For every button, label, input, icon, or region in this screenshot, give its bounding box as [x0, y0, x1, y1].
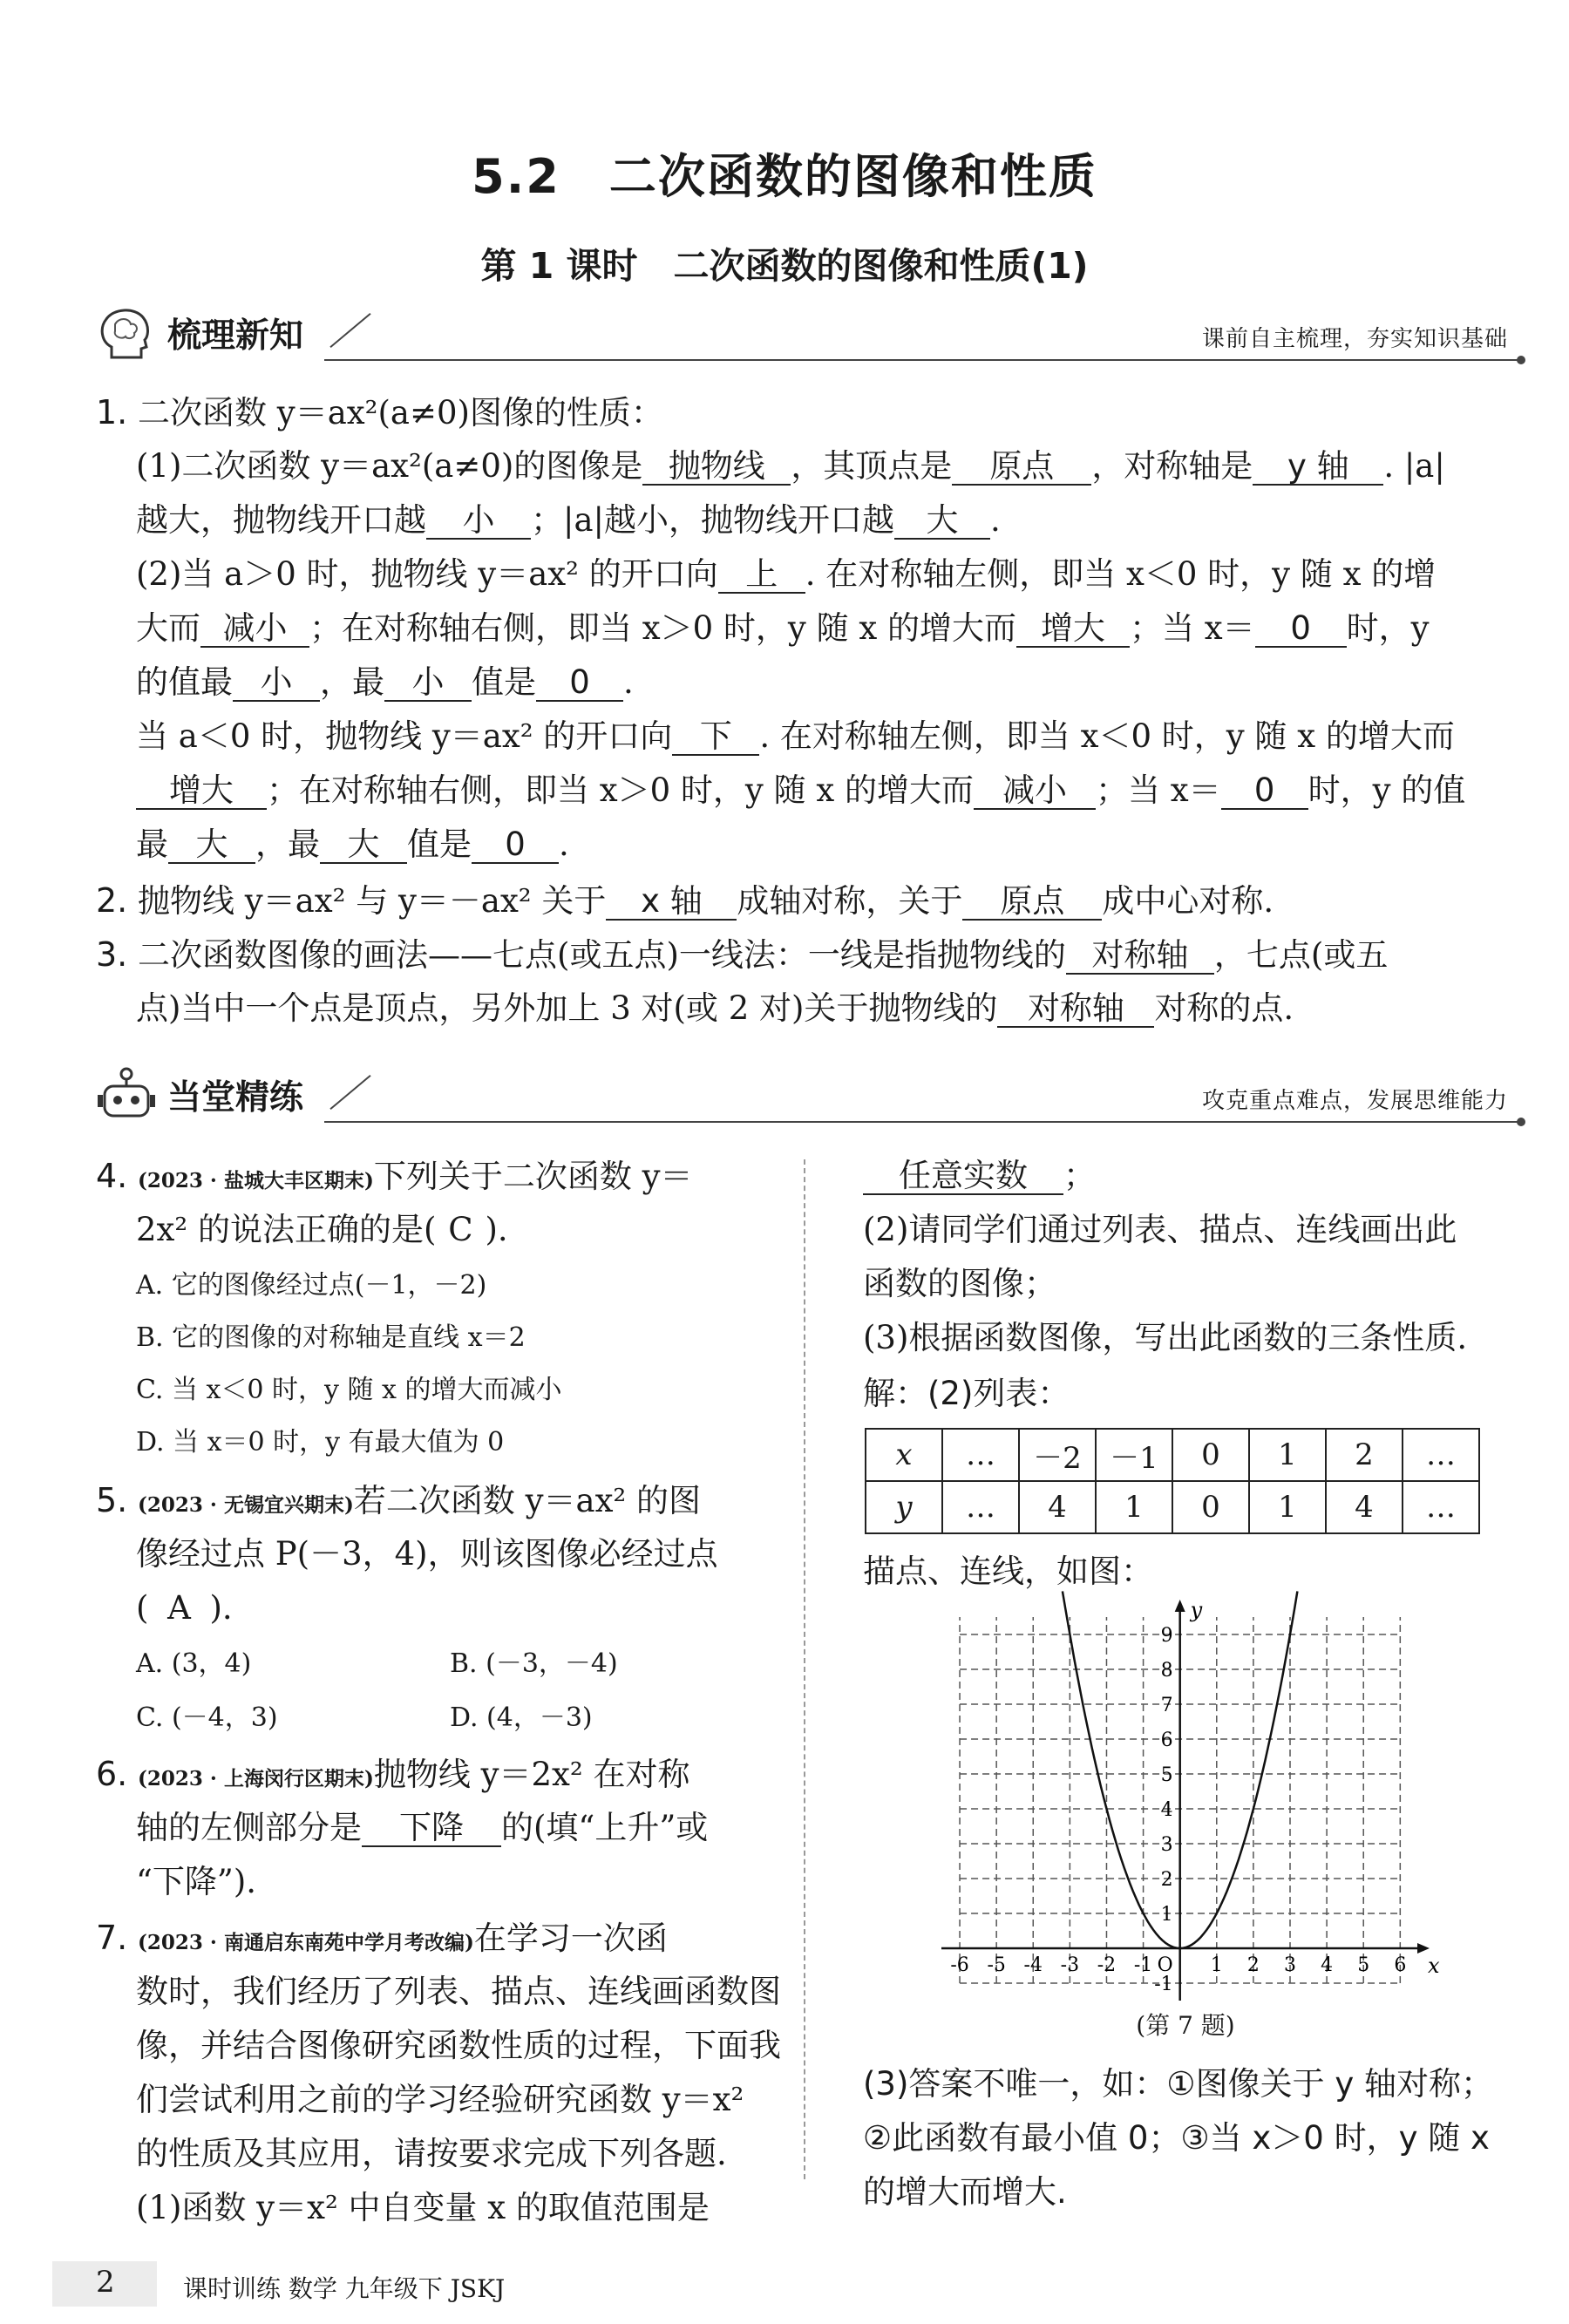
q1-line-6: [136, 718, 1455, 756]
text: 最: [136, 826, 168, 863]
answer-blank: 0: [472, 827, 559, 864]
x-tick-label: -5: [987, 1954, 1006, 1976]
q7-answer3-line-1: (3)答案不唯一，如：①图像关于 y 轴对称；: [863, 2065, 1493, 2103]
text: .: [990, 501, 1001, 539]
answer-blank: 大: [168, 827, 255, 864]
y-axis-arrow: [1175, 1600, 1185, 1612]
q5-option-b: B. (－3，－4): [450, 1648, 618, 1679]
text: 值是: [472, 663, 536, 701]
q6-source: (2023 · 上海闵行区期末): [138, 1767, 374, 1791]
q7-right-line-2: (2)请同学们通过列表、描点、连线画出此: [863, 1211, 1457, 1248]
answer-blank: 小: [233, 665, 320, 702]
section1-header: [96, 303, 1525, 364]
text: ).: [209, 1589, 233, 1627]
q7-line-5: 的性质及其应用，请按要求完成下列各题.: [136, 2135, 727, 2172]
q1-stem-text: 二次函数 y＝ax²(a≠0)图像的性质：: [138, 394, 663, 432]
answer-blank: 对称轴: [1066, 938, 1214, 975]
text: .: [623, 663, 634, 701]
table-cell: …: [1403, 1481, 1479, 1533]
answer-blank: 大: [320, 827, 407, 864]
answer-blank: 上: [718, 557, 805, 594]
q7-solution-head: 解：(2)列表：: [863, 1375, 1070, 1412]
y-tick-label: 7: [1160, 1695, 1173, 1716]
x-axis-arrow: [1417, 1943, 1430, 1954]
text: ；在对称轴右侧，即当 x＞0 时，y 随 x 的增大而: [267, 771, 974, 809]
q2: [96, 882, 1274, 921]
q7-line-2: 数时，我们经历了列表、描点、连线画函数图: [136, 1973, 781, 2010]
q7-stem: [96, 1920, 668, 1961]
q3-number: 3.: [96, 935, 128, 974]
text: 若二次函数 y＝ax² 的图: [353, 1482, 702, 1519]
section2-heading: 当堂精练: [167, 1078, 304, 1118]
section1-heading: 梳理新知: [167, 316, 304, 356]
answer-blank: 减小: [200, 611, 309, 648]
q6-stem: [96, 1756, 690, 1797]
lesson-title: 第 1 课时 二次函数的图像和性质(1): [480, 245, 1089, 287]
x-tick-label: 3: [1284, 1954, 1296, 1976]
answer-blank: 0: [1221, 773, 1308, 810]
answer-blank: 大: [894, 503, 990, 540]
q1-line-2: [136, 502, 1001, 540]
q5-answer: A: [167, 1589, 191, 1627]
table-cell: 0: [1172, 1481, 1249, 1533]
text: 对称的点.: [1154, 989, 1294, 1027]
text: ；|a|越小，抛物线开口越: [531, 501, 894, 539]
table-cell: …: [942, 1481, 1019, 1533]
table-row-y: [866, 1481, 1479, 1533]
slash-decor: [329, 1075, 370, 1110]
x-tick-label: -4: [1023, 1954, 1043, 1976]
x-tick-label: 1: [1210, 1954, 1223, 1976]
y-tick-label: 9: [1160, 1625, 1173, 1647]
q1-stem: [96, 394, 663, 432]
q2-number: 2.: [96, 881, 128, 920]
x-tick-label: -6: [950, 1954, 969, 1976]
x-tick-label: -3: [1060, 1954, 1080, 1976]
value-table: [865, 1428, 1480, 1534]
origin-label: O: [1157, 1954, 1173, 1976]
text: ，最: [320, 663, 384, 701]
q5-option-d: D. (4，－3): [450, 1702, 593, 1733]
section1-tagline: 课前自主梳理，夯实知识基础: [1201, 326, 1508, 352]
text: . 在对称轴左侧，即当 x＜0 时，y 随 x 的增大而: [759, 717, 1455, 755]
text: ；当 x＝: [1129, 609, 1255, 647]
q1-line-5: [136, 664, 634, 702]
text: 点)当中一个点是顶点，另外加上 3 对(或 2 对)关于抛物线的: [136, 989, 998, 1027]
q4-option-b: B. 它的图像的对称轴是直线 x＝2: [136, 1322, 526, 1353]
q5-stem: [96, 1482, 701, 1524]
table-cell: 1: [1249, 1481, 1326, 1533]
table-row-x: [866, 1429, 1479, 1481]
text: ，七点(或五: [1213, 936, 1389, 974]
text: 时，y 的值: [1308, 771, 1466, 809]
answer-blank: 抛物线: [642, 449, 791, 486]
y-tick-label: 3: [1160, 1834, 1173, 1856]
q7-plot-text: 描点、连线，如图：: [863, 1553, 1153, 1590]
text: ；: [1063, 1157, 1096, 1194]
answer-blank: 下: [672, 719, 759, 756]
y-axis-label: y: [1190, 1598, 1203, 1622]
answer-blank: 减小: [974, 773, 1096, 810]
q1-line-4: [136, 610, 1430, 648]
q1-line-8: [136, 826, 569, 864]
text: (: [136, 1589, 149, 1627]
q5-number: 5.: [96, 1481, 128, 1519]
text: .: [559, 826, 569, 863]
q5-option-a: A. (3，4): [136, 1648, 252, 1679]
y-tick-label: 2: [1160, 1869, 1173, 1891]
x-tick-label: -1: [1133, 1954, 1153, 1976]
table-cell: 0: [1172, 1429, 1249, 1481]
q1-line-7: [136, 772, 1465, 810]
q4-option-a: A. 它的图像经过点(－1，－2): [136, 1270, 487, 1301]
text: 越大，抛物线开口越: [136, 501, 426, 539]
text: ；在对称轴右侧，即当 x＞0 时，y 随 x 的增大而: [309, 609, 1016, 647]
table-cell: 4: [1019, 1481, 1096, 1533]
text: ；当 x＝: [1095, 771, 1221, 809]
answer-blank: 下降: [362, 1811, 501, 1847]
q7-answer3-line-2: ②此函数有最小值 0；③当 x＞0 时，y 随 x: [863, 2119, 1490, 2157]
q5-source: (2023 · 无锡宜兴期末): [138, 1493, 354, 1517]
answer-blank: 增大: [1016, 611, 1130, 648]
q4-stem: [96, 1158, 693, 1199]
q3: [96, 936, 1388, 975]
text: . |a|: [1383, 447, 1445, 485]
divider-dot: [1517, 356, 1525, 364]
text: 二次函数图像的画法——七点(或五点)一线法：一线是指抛物线的: [138, 936, 1066, 974]
q7-right-line-1: [863, 1158, 1096, 1195]
q7-answer3-line-3: 的增大而增大.: [863, 2173, 1067, 2211]
x-tick-label: 5: [1357, 1954, 1370, 1976]
y-tick-label: 5: [1160, 1764, 1173, 1786]
y-tick-label: 1: [1160, 1904, 1173, 1926]
text: ，对称轴是: [1091, 447, 1253, 485]
text: 成中心对称.: [1102, 882, 1274, 920]
table-cell: 2: [1326, 1429, 1403, 1481]
q6-stem-2: [136, 1810, 708, 1847]
q7-source: (2023 · 南通启东南苑中学月考改编): [138, 1931, 474, 1954]
answer-blank: y 轴: [1253, 449, 1383, 486]
y-tick-label: 4: [1160, 1799, 1173, 1821]
y-tick-label: 8: [1160, 1660, 1173, 1682]
text: ，最: [255, 826, 320, 863]
table-cell: 1: [1249, 1429, 1326, 1481]
q3-line-2: [136, 990, 1294, 1028]
q7-right-line-3: 函数的图像；: [863, 1265, 1056, 1302]
text: (1)二次函数 y＝ax²(a≠0)的图像是: [136, 447, 643, 485]
text: ).: [485, 1211, 508, 1248]
x-tick-label: 2: [1246, 1954, 1260, 1976]
q4-option-c: C. 当 x＜0 时，y 随 x 的增大而减小: [136, 1375, 562, 1405]
q5-stem-3: [136, 1590, 233, 1627]
figure-caption: (第 7 题): [1136, 2011, 1235, 2040]
section2-header: [96, 1065, 1525, 1126]
q7-line-6: (1)函数 y＝x² 中自变量 x 的取值范围是: [136, 2189, 710, 2226]
q1-line-3: [136, 556, 1436, 594]
text: 2x² 的说法正确的是(: [136, 1211, 437, 1248]
q7-line-3: 像，并结合图像研究函数性质的过程，下面我: [136, 2027, 781, 2064]
q7-number: 7.: [96, 1919, 128, 1957]
answer-blank: 0: [1255, 611, 1347, 648]
answer-blank: x 轴: [606, 884, 737, 921]
table-cell: 4: [1326, 1481, 1403, 1533]
divider-dot: [1517, 1118, 1525, 1126]
divider: [324, 1121, 1518, 1123]
x-tick-label: 4: [1321, 1954, 1334, 1976]
answer-blank: 增大: [136, 773, 267, 810]
y-tick-label: -1: [1154, 1974, 1173, 1995]
robot-icon: [96, 1065, 157, 1123]
q1-line-1: [136, 448, 1445, 486]
text: 值是: [407, 826, 472, 863]
table-cell: …: [942, 1429, 1019, 1481]
q6-number: 6.: [96, 1755, 128, 1793]
table-cell: …: [1403, 1429, 1479, 1481]
table-cell: －1: [1096, 1429, 1172, 1481]
x-tick-label: 6: [1394, 1954, 1407, 1976]
answer-blank: 原点: [952, 449, 1091, 486]
table-cell: y: [866, 1481, 942, 1533]
text: (2)当 a＞0 时，抛物线 y＝ax² 的开口向: [136, 555, 718, 593]
text: 轴的左侧部分是: [136, 1809, 362, 1846]
section2-tagline: 攻克重点难点，发展思维能力: [1201, 1088, 1508, 1114]
answer-blank: 小: [384, 665, 472, 702]
book-info: 课时训练 数学 九年级下 JSKJ: [183, 2274, 506, 2303]
q7-line-4: 们尝试利用之前的学习经验研究函数 y＝x²: [136, 2081, 744, 2118]
section-title: 5.2 二次函数的图像和性质: [472, 149, 1097, 204]
text: 抛物线 y＝ax² 与 y＝－ax² 关于: [138, 882, 607, 920]
divider: [324, 359, 1518, 361]
y-tick-label: 6: [1160, 1729, 1173, 1751]
parabola-chart: [941, 1598, 1440, 2001]
table-cell: 1: [1096, 1481, 1172, 1533]
q4-option-d: D. 当 x＝0 时，y 有最大值为 0: [136, 1427, 505, 1458]
table-cell: x: [866, 1429, 942, 1481]
page-number: 2: [96, 2265, 115, 2300]
text: ，其顶点是: [791, 447, 953, 485]
text: 的值最: [136, 663, 233, 701]
text: 在学习一次函: [473, 1920, 668, 1957]
text: 时，y: [1346, 609, 1430, 647]
q4-stem-2: [136, 1212, 508, 1248]
slash-decor: [329, 313, 370, 348]
q1-number: 1.: [96, 393, 128, 432]
text: 大而: [136, 609, 200, 647]
table-cell: －2: [1019, 1429, 1096, 1481]
q4-answer: C: [448, 1211, 473, 1248]
text: 抛物线 y＝2x² 在对称: [373, 1756, 690, 1793]
text: 的(填“上升”或: [501, 1809, 709, 1846]
brain-head-icon: [96, 305, 157, 363]
q6-stem-3: “下降”).: [136, 1863, 257, 1900]
q5-stem-2: 像经过点 P(－3，4)，则该图像必经过点: [136, 1535, 718, 1573]
text: 当 a＜0 时，抛物线 y＝ax² 的开口向: [136, 717, 673, 755]
answer-blank: 小: [426, 503, 531, 540]
q4-number: 4.: [96, 1157, 128, 1195]
answer-blank: 对称轴: [997, 991, 1154, 1028]
q7-right-line-4: (3)根据函数图像，写出此函数的三条性质.: [863, 1319, 1468, 1356]
column-divider: [804, 1159, 805, 2179]
answer-blank: 原点: [962, 884, 1102, 921]
text: 成轴对称，关于: [737, 882, 963, 920]
x-tick-label: -2: [1097, 1954, 1117, 1976]
answer-blank: 任意实数: [863, 1159, 1063, 1195]
text: . 在对称轴左侧，即当 x＜0 时，y 随 x 的增: [805, 555, 1437, 593]
q4-source: (2023 · 盐城大丰区期末): [138, 1169, 374, 1193]
x-axis-label: x: [1428, 1954, 1440, 1978]
answer-blank: 0: [536, 665, 623, 702]
q5-option-c: C. (－4，3): [136, 1702, 278, 1733]
text: 下列关于二次函数 y＝: [373, 1158, 693, 1195]
